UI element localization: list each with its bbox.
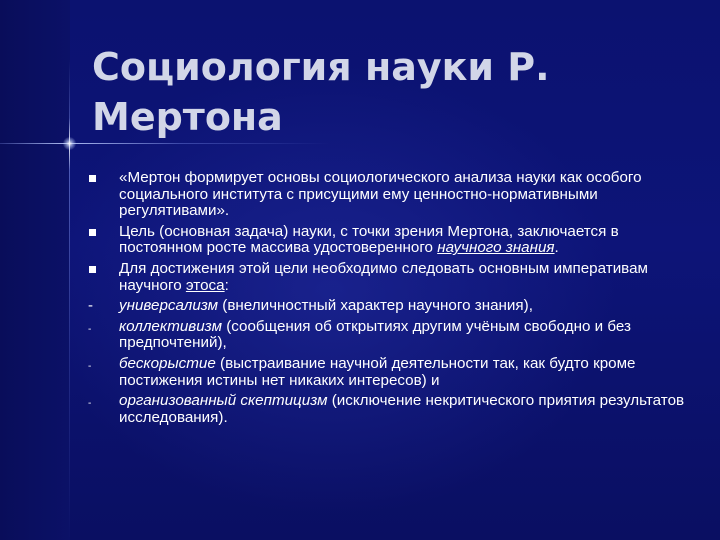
left-band-decoration [0,0,70,540]
imperative-term: организованный скептицизм [119,392,328,410]
ethos-link[interactable]: этоса [185,276,225,294]
bullet-item [86,393,696,426]
bullet-text-end: . [554,239,559,257]
dash-bullet-icon: - [88,323,92,335]
bullet-text: Для достижения этой цели необходимо следовать основным императивам научного [119,259,648,294]
bullet-item [86,224,696,257]
imperative-description: (внеличностный характер научного знания), [218,297,533,315]
sparkle-icon [63,137,76,150]
bullet-text: «Мертон формирует основы социологического анализа науки как особого социального института с присущими ему ценностно-нормативными регулятивами». [119,169,642,220]
horizontal-line-decoration [0,143,330,144]
scientific-knowledge-link[interactable]: научного знания [437,239,555,257]
imperative-term: универсализм [119,297,219,315]
bullet-text: Цель (основная задача) науки, с точки зрения Мертона, заключается в постоянном росте массива удостоверенного [119,222,619,257]
slide-title: Социология науки Р. Мертона [92,45,550,139]
bullet-item [86,170,696,220]
bullet-item [86,319,696,352]
dash-bullet-icon: - [88,297,93,315]
bullet-item [86,298,696,315]
dash-bullet-icon: - [88,360,92,372]
bullet-item [86,356,696,389]
bullet-text-end: : [224,276,229,294]
imperative-description: (выстраивание научной деятельности так, как будто кроме постижения истины нет никаких интересов) и [119,354,636,389]
bullet-item [86,261,696,294]
imperative-description: (исключение некритического приятия результатов исследования). [119,392,685,426]
imperative-term: бескорыстие [119,354,216,372]
imperative-description: (сообщения об открытиях другим учёным свободно и без предпочтений), [119,317,631,352]
dash-bullet-icon: - [88,398,92,410]
imperative-term: коллективизм [119,317,222,335]
slide-body [86,170,696,430]
